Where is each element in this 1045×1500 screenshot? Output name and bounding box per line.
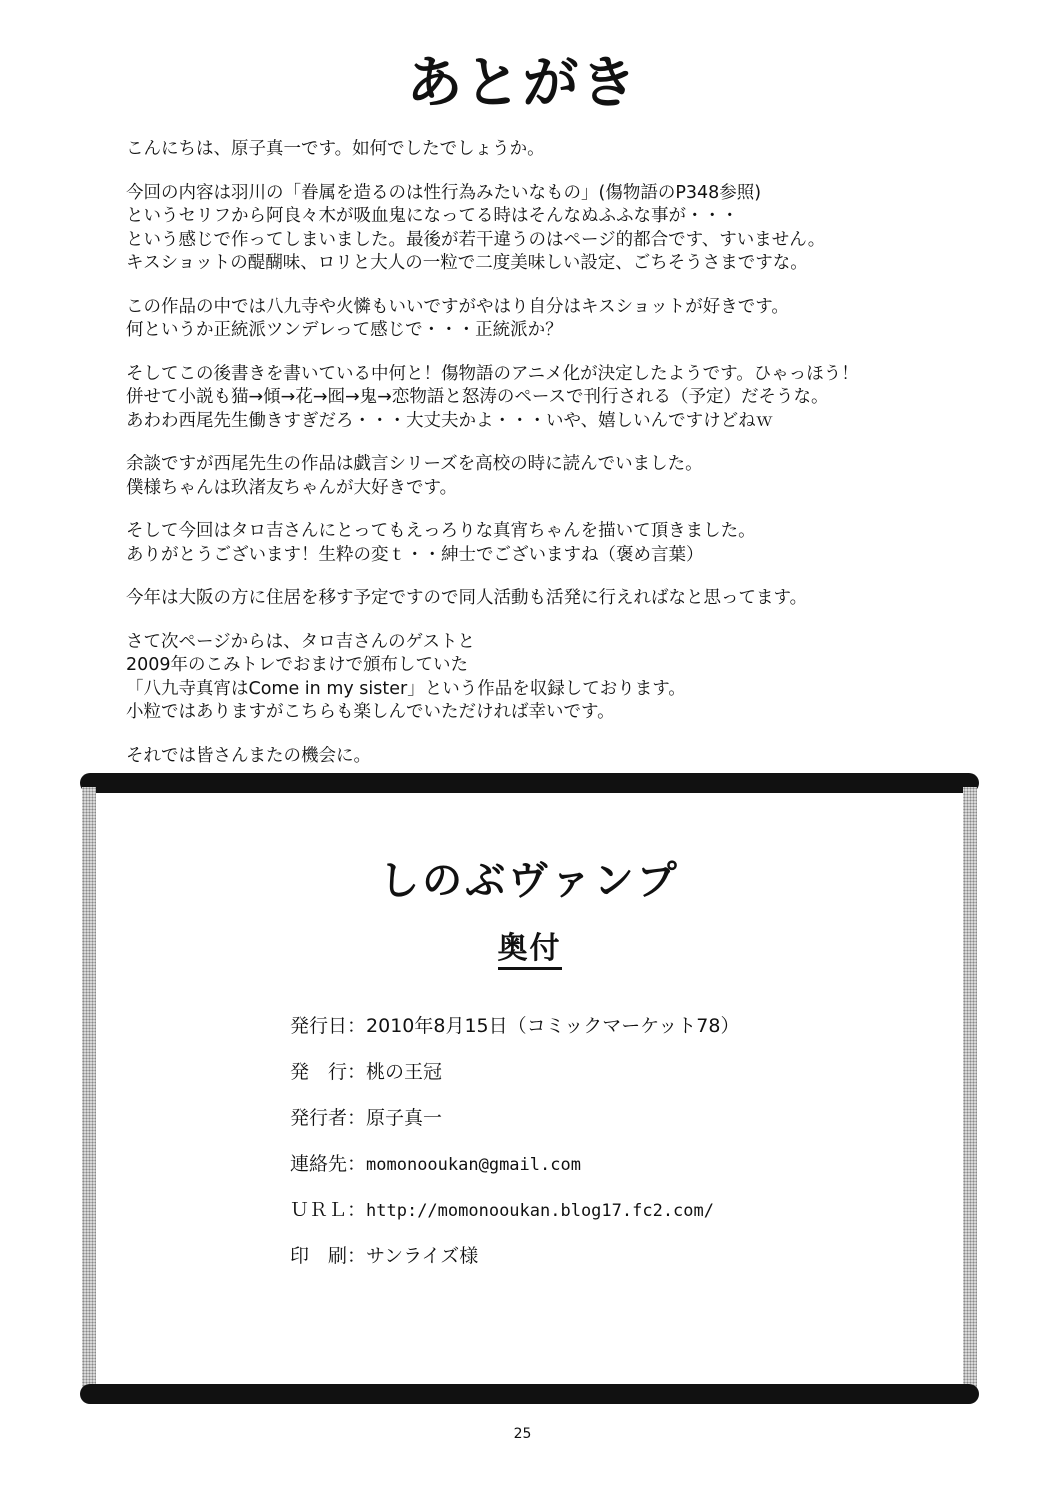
afterword-paragraph	[126, 520, 966, 567]
afterword-line: というセリフから阿良々木が吸血鬼になってる時はそんなぬふふな事が・・・	[126, 206, 739, 226]
afterword-line: 今回の内容は羽川の「眷属を造るのは性行為みたいなもの」(傷物語のP348参照)	[126, 182, 762, 203]
colophon-row-printer	[290, 1241, 890, 1287]
page-number: 25	[513, 1426, 532, 1442]
colophon-box	[80, 773, 979, 1404]
afterword-line: ありがとうございます！生粋の変ｔ・・紳士でございますね（褒め言葉）	[126, 544, 704, 565]
colophon-row-contact	[290, 1149, 890, 1195]
afterword-line: 今年は大阪の方に住居を移す予定ですので同人活動も活発に行えればなと思ってます。	[126, 588, 808, 608]
colophon-row-publisher	[290, 1057, 890, 1103]
colophon-row-url	[290, 1195, 890, 1241]
afterword-line: 何というか正統派ツンデレって感じで・・・正統派か？	[126, 320, 563, 340]
colophon-value: サンライズ様	[366, 1245, 479, 1267]
afterword-line: 「八九寺真宵はCome in my sister」という作品を収録しております。	[126, 678, 686, 699]
afterword-title: あとがき	[406, 51, 639, 116]
colophon-value: 桃の王冠	[366, 1061, 443, 1083]
colophon-label: 連絡先：	[290, 1153, 367, 1175]
afterword-paragraph	[126, 453, 966, 500]
afterword-paragraph	[126, 587, 966, 611]
book-title: しのぶヴァンプ	[379, 858, 680, 904]
afterword-body	[126, 138, 966, 788]
afterword-line: キスショットの醍醐味、ロリと大人の一粒で二度美味しい設定、ごちそうさまですな。	[126, 253, 808, 273]
afterword-paragraph	[126, 631, 966, 725]
colophon-value: 原子真一	[366, 1107, 443, 1129]
afterword-paragraph	[126, 296, 966, 343]
colophon-value: 2010年8月15日（コミックマーケット78）	[366, 1015, 740, 1037]
afterword-line: という感じで作ってしまいました。最後が若干違うのはページ的都合です、すいません。	[126, 229, 826, 250]
colophon-row-author	[290, 1103, 890, 1149]
afterword-paragraph	[126, 138, 966, 162]
colophon-value: http://momonooukan.blog17.fc2.com/	[366, 1201, 715, 1221]
afterword-line: そしてこの後書きを書いている中何と！傷物語のアニメ化が決定したようです。ひゃっほう！	[126, 363, 859, 384]
afterword-line: 小粒ではありますがこちらも楽しんでいただければ幸いです。	[126, 702, 615, 722]
colophon-heading-text: 奥付	[498, 931, 562, 970]
afterword-paragraph	[126, 745, 966, 769]
afterword-paragraph	[126, 363, 966, 434]
colophon-label: 発 行：	[290, 1061, 367, 1083]
afterword-line: それでは皆さんまたの機会に。	[126, 745, 371, 766]
colophon-label: ＵＲＬ：	[290, 1199, 367, 1221]
afterword-line: さて次ページからは、タロ吉さんのゲストと	[126, 631, 475, 652]
colophon-rows	[290, 1011, 890, 1287]
colophon-row-publish-date	[290, 1011, 890, 1057]
afterword-line: 僕様ちゃんは玖渚友ちゃんが大好きです。	[126, 477, 458, 498]
afterword-line: この作品の中では八九寺や火憐もいいですがやはり自分はキスショットが好きです。	[126, 296, 789, 317]
afterword-line: あわわ西尾先生働きすぎだろ・・・大丈夫かよ・・・いや、嬉しいんですけどねｗ	[126, 410, 774, 431]
colophon-label: 発行日：	[290, 1015, 367, 1037]
afterword-line: 2009年のこみトレでおまけで頒布していた	[126, 655, 469, 675]
colophon-bottom-bar	[80, 1384, 979, 1404]
afterword-line: 併せて小説も猫→傾→花→囮→鬼→恋物語と怒涛のペースで刊行される（予定）だそうな。	[126, 387, 829, 407]
colophon-heading	[80, 923, 979, 967]
colophon-top-bar	[80, 773, 979, 793]
colophon-value: momonooukan@gmail.com	[366, 1155, 581, 1175]
afterword-line: 余談ですが西尾先生の作品は戯言シリーズを高校の時に読んでいました。	[126, 454, 703, 474]
afterword-line: こんにちは、原子真一です。如何でしたでしょうか。	[126, 139, 545, 159]
afterword-line: そして今回はタロ吉さんにとってもえっろりな真宵ちゃんを描いて頂きました。	[126, 521, 756, 541]
afterword-paragraph	[126, 182, 966, 276]
colophon-label: 発行者：	[290, 1107, 367, 1129]
colophon-label: 印 刷：	[290, 1245, 367, 1267]
